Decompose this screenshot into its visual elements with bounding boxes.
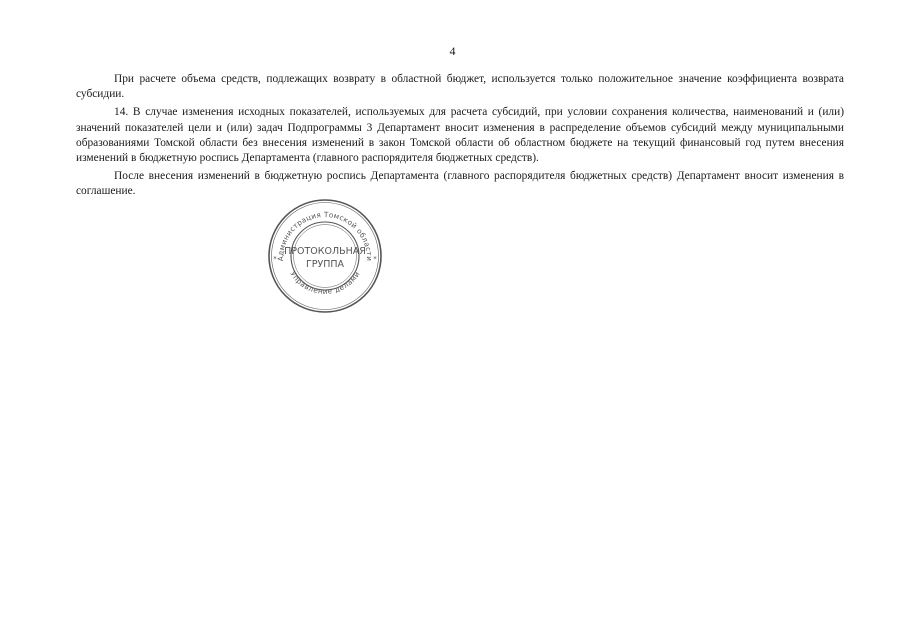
page-number: 4 [449,44,456,58]
stamp-outer-text-top: Администрация Томской области [275,209,375,262]
paragraph-item-14: 14. В случае изменения исходных показателей, используемых для расчета субсидий, при условии сохранения количества, наименований и (или) значений показателей цели и (или) задач Подпрограммы 3 Департамент вносит изменения в распределение объемов субсидий между муниципальными образованиями Томской области без внесения изменений в закон Томской области об областном бюджете на текущий финансовый год путем внесения изменений в бюджетную роспись Департамента (главного распорядителя бюджетных средств). [76,106,844,165]
document-body [76,72,844,203]
stamp-center-line-2: ГРУППА [305,259,345,270]
official-stamp [266,197,384,315]
paragraph-refund-coefficient: При расчете объема средств, подлежащих возврату в областной бюджет, используется только положительное значение коэффициента возврата субсидии. [76,73,844,101]
stamp-center-line-1: ПРОТОКОЛЬНАЯ [284,246,366,257]
stamp-outer-text-bottom: Управление делами [288,269,362,296]
paragraph-budget-changes: После внесения изменений в бюджетную роспись Департамента (главного распорядителя бюджетных средств) Департамент вносит изменения в соглашение. [76,170,844,198]
stamp-seal-graphic [266,197,384,315]
svg-text:Управление делами [288,270,361,296]
svg-text:*: * [373,255,377,263]
svg-text:*: * [273,255,277,263]
